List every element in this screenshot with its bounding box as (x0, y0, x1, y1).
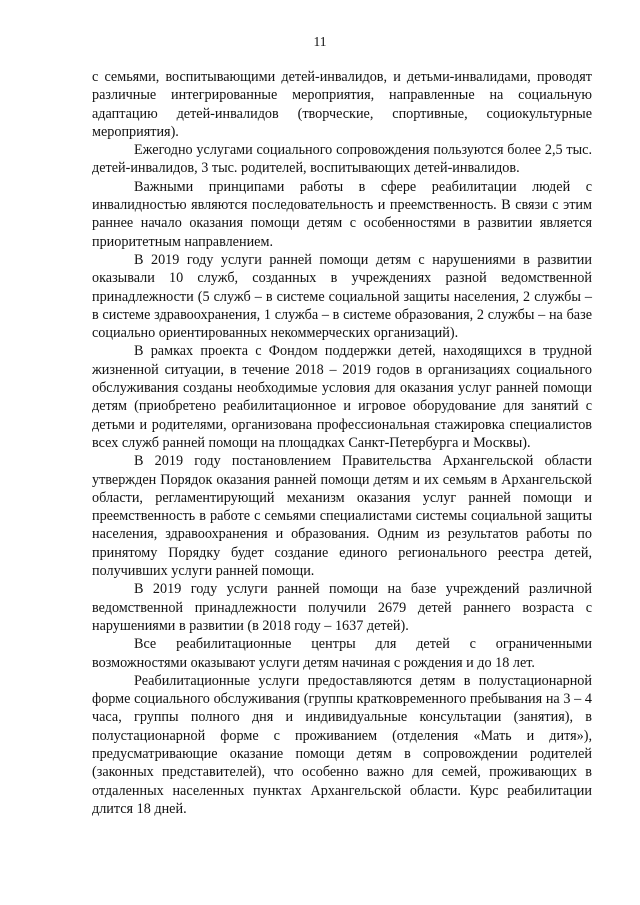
paragraph-continuation: с семьями, воспитывающими детей-инвалидов, и детьми-инвалидами, проводят различные интегрированные мероприятия, направленные на социальную адаптацию детей-инвалидов (творческие, спортивные, социокультурные мероприятия). (92, 69, 592, 140)
paragraph-early-help-services: В 2019 году услуги ранней помощи детям с нарушениями в развитии оказывали 10 служб, созданных в учреждениях разной ведомственной принадлежности (5 служб – в системе социальной защиты населения, 2 службы – в системе здравоохранения, 1 служба – в системе образования, 2 службы – на базе социально ориентированных некоммерческих организаций). (92, 251, 592, 342)
paragraph-social-support: Ежегодно услугами социального сопровождения пользуются более 2,5 тыс. детей-инвалидов, 3 тыс. родителей, воспитывающих детей-инвалидов. (92, 142, 592, 177)
paragraph-government-procedure: В 2019 году постановлением Правительства Архангельской области утвержден Порядок оказания ранней помощи детям и их семьям в Архангельской области, регламентирующий механизм оказания услуг ранней помощи и преемственность в работе с семьями специалистами системы социальной защиты населения, здравоохранения и образования. Одним из результатов работы по принятому Порядку будет создание единого регионального реестра детей, получивших услуги ранней помощи. (92, 453, 592, 580)
paragraph-rehab-services: Реабилитационные услуги предоставляются детям в полустационарной форме социального обслуживания (группы кратковременного пребывания на 3 – 4 часа, группы полного дня и индивидуальные консультации (занятия), в полустационарной форме с проживанием (отделения «Мать и дитя»), предусматривающие оказание помощи детям в сопровождении родителей (законных представителей), что особенно важно для семей, проживающих в отдаленных населенных пунктах Архангельской области. Курс реабилитации длится 18 дней. (92, 672, 592, 817)
paragraph-fund-project: В рамках проекта с Фондом поддержки детей, находящихся в трудной жизненной ситуации, в течение 2018 – 2019 годов в организациях социального обслуживания созданы необходимые условия для оказания услуг ранней помощи детям (приобретено реабилитационное и игровое оборудование для занятий с детьми и родителями, организована профессиональная стажировка специалистов всех служб ранней помощи на площадках Санкт-Петербурга и Москвы). (92, 343, 592, 451)
paragraph-rehab-centers: Все реабилитационные центры для детей с ограниченными возможностями оказывают услуги детям начиная с рождения и до 18 лет. (92, 636, 592, 671)
paragraph-children-count: В 2019 году услуги ранней помощи на базе учреждений различной ведомственной принадлежности получили 2679 детей раннего возраста с нарушениями в развитии (в 2018 году – 1637 детей). (92, 581, 592, 634)
page-number: 11 (313, 34, 327, 49)
document-body (92, 68, 592, 818)
paragraph-principles: Важными принципами работы в сфере реабилитации людей с инвалидностью являются последовательность и преемственность. В связи с этим раннее начало оказания помощи детям с особенностями в развитии является приоритетным направлением. (92, 178, 592, 250)
